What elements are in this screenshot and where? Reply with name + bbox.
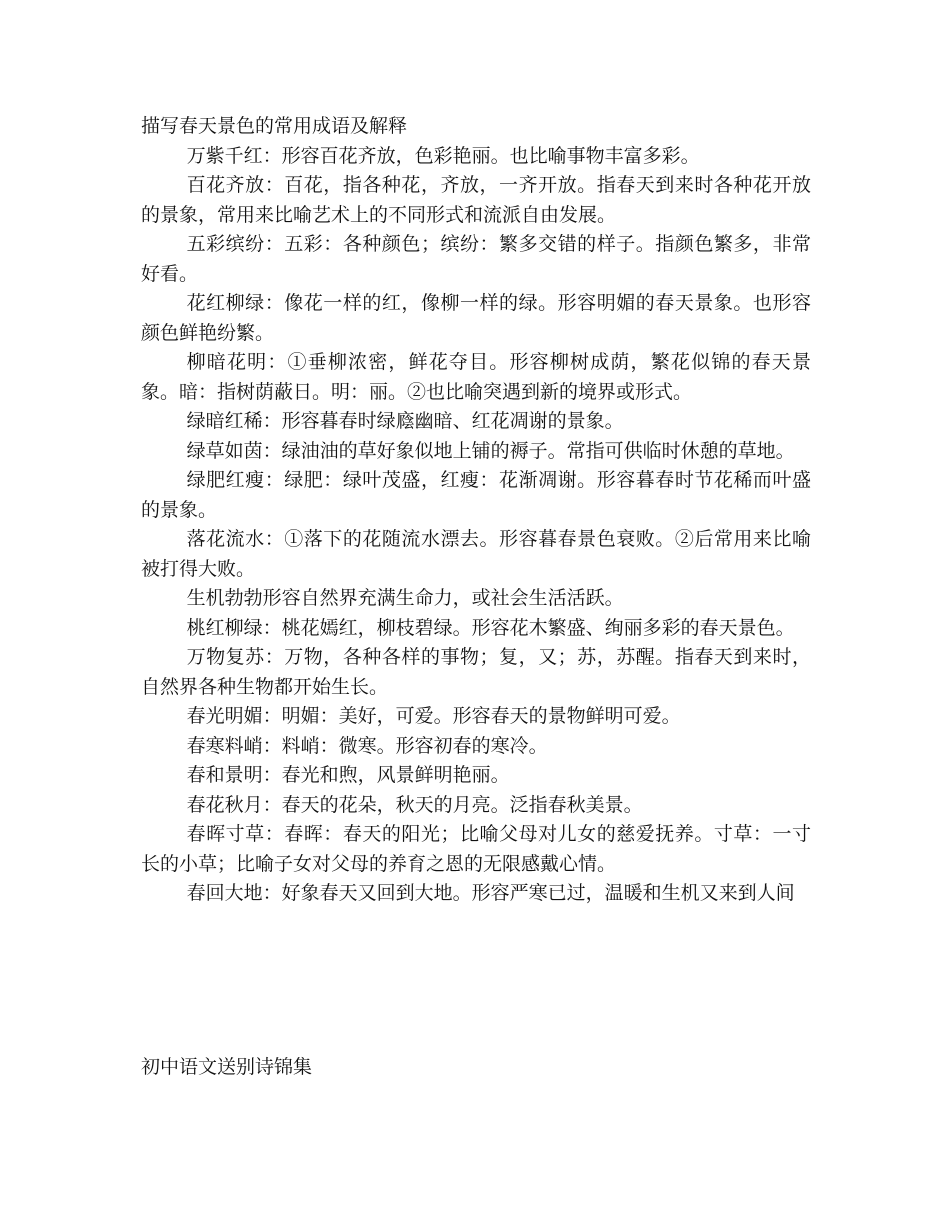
idiom-entry: 五彩缤纷：五彩：各种颜色；缤纷：繁多交错的样子。指颜色繁多，非常好看。: [141, 233, 811, 285]
idiom-entry: 春光明媚：明媚：美好，可爱。形容春天的景物鲜明可爱。: [186, 705, 681, 727]
next-section-title: 初中语文送别诗锦集: [141, 1056, 313, 1078]
idiom-entry: 落花流水：①落下的花随流水漂去。形容暮春景色衰败。②后常用来比喻被打得大败。: [141, 528, 811, 580]
idiom-entry: 生机勃勃形容自然界充满生命力，或社会生活活跃。: [186, 587, 624, 609]
idiom-section: [141, 112, 811, 909]
idiom-entry: 春晖寸草：春晖：春天的阳光；比喻父母对儿女的慈爱抚养。寸草：一寸长的小草；比喻子女对父母的养育之恩的无限感戴心情。: [141, 823, 811, 875]
idiom-entry: 万紫千红：形容百花齐放，色彩艳丽。也比喻事物丰富多彩。: [186, 144, 700, 167]
idiom-entry: 春寒料峭：料峭：微寒。形容初春的寒冷。: [186, 734, 548, 757]
idiom-entry: 绿暗红稀：形容暮春时绿廕幽暗、红花凋谢的景象。: [186, 410, 624, 432]
idiom-entry: 百花齐放：百花，指各种花，齐放，一齐开放。指春天到来时各种花开放的景象，常用来比喻艺术上的不同形式和流派自由发展。: [141, 174, 811, 226]
idiom-entry: 花红柳绿：像花一样的红，像柳一样的绿。形容明媚的春天景象。也形容颜色鲜艳纷繁。: [141, 292, 811, 344]
idiom-entry: 万物复苏：万物，各种各样的事物；复，又；苏，苏醒。指春天到来时，自然界各种生物都开始生长。: [141, 646, 811, 698]
idiom-entry: 柳暗花明：①垂柳浓密，鲜花夺目。形容柳树成荫，繁花似锦的春天景象。暗：指树荫蔽日。明：丽。②也比喻突遇到新的境界或形式。: [141, 351, 811, 403]
idiom-entry: 绿肥红瘦：绿肥：绿叶茂盛，红瘦：花渐凋谢。形容暮春时节花稀而叶盛的景象。: [141, 469, 811, 521]
idiom-entry: 桃红柳绿：桃花嫣红，柳枝碧绿。形容花木繁盛、绚丽多彩的春天景色。: [186, 616, 795, 639]
idiom-entry: 绿草如茵：绿油油的草好象似地上铺的褥子。常指可供临时休憩的草地。: [186, 439, 795, 462]
idiom-entry: 春花秋月：春天的花朵，秋天的月亮。泛指春秋美景。: [186, 793, 643, 816]
idiom-entry: 春和景明：春光和煦，风景鲜明艳丽。: [186, 764, 510, 786]
idiom-entry: 春回大地：好象春天又回到大地。形容严寒已过，温暖和生机又来到人间: [186, 882, 795, 904]
document-title: 描写春天景色的常用成语及解释: [141, 115, 408, 137]
